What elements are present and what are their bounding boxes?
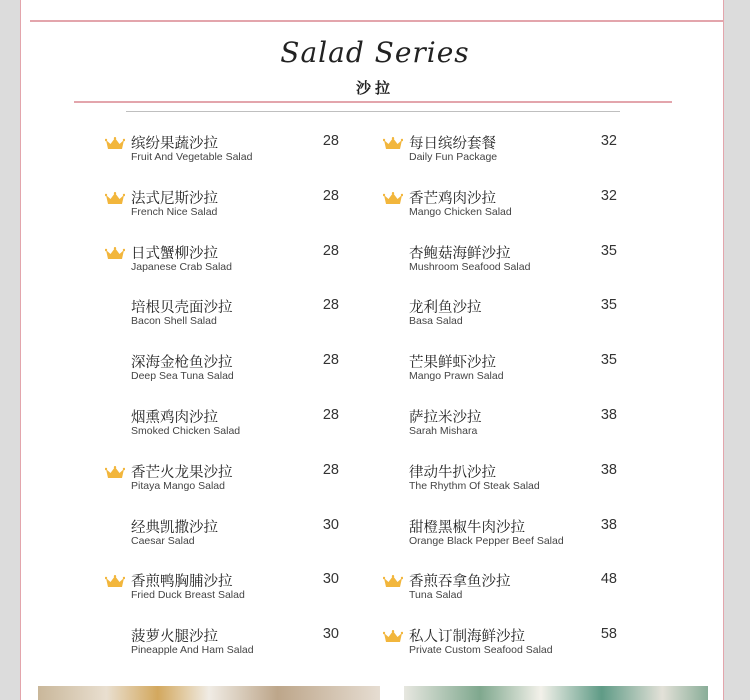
dish-name-english: Fried Duck Breast Salad xyxy=(131,589,245,602)
salad-photo-left xyxy=(38,686,380,700)
dish-name-chinese: 香煎鸭胸脯沙拉 xyxy=(131,574,233,591)
salad-photo-right xyxy=(404,686,708,700)
dish-name-english: Mango Prawn Salad xyxy=(409,370,504,383)
dish-price: 38 xyxy=(600,516,617,533)
menu-item xyxy=(409,296,649,336)
dish-name-chinese: 香煎吞拿鱼沙拉 xyxy=(409,574,511,591)
dish-price: 30 xyxy=(322,626,339,643)
dish-name-chinese: 香芒鸡肉沙拉 xyxy=(409,190,496,207)
dish-name-english: Deep Sea Tuna Salad xyxy=(131,370,234,383)
crown-icon xyxy=(105,245,125,258)
crown-icon xyxy=(105,464,125,477)
dish-name-chinese: 烟熏鸡肉沙拉 xyxy=(131,410,218,426)
menu-item xyxy=(131,406,371,446)
dish-name-english: Private Custom Seafood Salad xyxy=(409,644,553,657)
dish-name-english: Pineapple And Ham Salad xyxy=(131,644,254,657)
dish-name-chinese: 律动牛扒沙拉 xyxy=(409,464,496,481)
dish-name-english: Mango Chicken Salad xyxy=(409,205,512,218)
dish-name-chinese: 缤纷果蔬沙拉 xyxy=(131,136,218,152)
dish-name-chinese: 甜橙黑椒牛肉沙拉 xyxy=(409,519,525,536)
dish-price: 58 xyxy=(600,626,617,643)
crown-icon xyxy=(105,573,125,586)
dish-price: 28 xyxy=(322,407,339,423)
dish-name-english: Orange Black Pepper Beef Salad xyxy=(409,534,564,547)
dish-name-chinese: 萨拉米沙拉 xyxy=(409,410,482,426)
dish-name-english: Bacon Shell Salad xyxy=(131,315,217,328)
menu-item xyxy=(131,570,371,610)
menu-item xyxy=(131,132,371,172)
dish-name-english: Japanese Crab Salad xyxy=(131,260,232,273)
dish-price: 48 xyxy=(600,571,617,588)
dish-name-chinese: 香芒火龙果沙拉 xyxy=(131,464,233,481)
dish-price: 28 xyxy=(322,242,339,259)
menu-item xyxy=(131,296,371,336)
dish-name-english: Sarah Mishara xyxy=(409,425,478,437)
dish-name-chinese: 芒果鲜虾沙拉 xyxy=(409,355,496,372)
title-divider-pink xyxy=(74,101,672,103)
menu-item xyxy=(409,625,649,665)
menu-item xyxy=(131,516,371,556)
dish-name-english: Caesar Salad xyxy=(131,534,195,547)
dish-name-chinese: 杏鲍菇海鲜沙拉 xyxy=(409,245,511,262)
menu-item xyxy=(409,351,649,391)
menu-title-script: Salad Series xyxy=(280,36,470,69)
dish-name-chinese: 经典凯撒沙拉 xyxy=(131,519,218,536)
top-border-rule xyxy=(30,20,724,22)
dish-price: 30 xyxy=(322,571,339,588)
dish-price: 32 xyxy=(600,133,617,149)
menu-item xyxy=(131,461,371,501)
menu-item xyxy=(409,516,649,556)
crown-icon xyxy=(383,135,403,148)
dish-name-chinese: 法式尼斯沙拉 xyxy=(131,190,218,207)
menu-item xyxy=(409,132,649,172)
dish-price: 30 xyxy=(322,516,339,533)
dish-name-english: Smoked Chicken Salad xyxy=(131,425,241,437)
dish-name-english: The Rhythm Of Steak Salad xyxy=(409,479,540,492)
dish-name-chinese: 每日缤纷套餐 xyxy=(409,136,496,152)
dish-price: 35 xyxy=(600,352,617,369)
crown-icon xyxy=(383,573,403,586)
dish-price: 28 xyxy=(322,297,339,314)
dish-name-chinese: 深海金枪鱼沙拉 xyxy=(131,355,233,372)
dish-name-english: Mushroom Seafood Salad xyxy=(409,260,531,273)
dish-name-chinese: 龙利鱼沙拉 xyxy=(409,300,482,317)
dish-price: 35 xyxy=(600,297,617,314)
dish-name-english: Basa Salad xyxy=(409,315,463,328)
dish-name-chinese: 日式蟹柳沙拉 xyxy=(131,245,218,262)
crown-icon xyxy=(383,190,403,203)
dish-name-english: Tuna Salad xyxy=(409,589,463,602)
dish-name-english: French Nice Salad xyxy=(131,205,218,218)
dish-price: 28 xyxy=(322,352,339,369)
dish-name-english: Fruit And Vegetable Salad xyxy=(131,151,253,163)
dish-price: 28 xyxy=(322,133,339,149)
menu-item xyxy=(409,406,649,446)
dish-price: 28 xyxy=(322,187,339,204)
menu-item xyxy=(131,187,371,227)
title-divider-grey xyxy=(126,111,620,112)
crown-icon xyxy=(105,135,125,148)
dish-name-chinese: 菠萝火腿沙拉 xyxy=(131,629,218,646)
dish-price: 38 xyxy=(600,461,617,478)
dish-name-chinese: 培根贝壳面沙拉 xyxy=(131,300,233,317)
crown-icon xyxy=(105,190,125,203)
menu-item xyxy=(131,351,371,391)
menu-item xyxy=(409,570,649,610)
menu-item xyxy=(409,461,649,501)
dish-name-english: Pitaya Mango Salad xyxy=(131,479,225,492)
menu-item xyxy=(409,242,649,282)
menu-item xyxy=(409,187,649,227)
dish-price: 28 xyxy=(322,461,339,478)
crown-icon xyxy=(383,628,403,641)
menu-title-chinese: 沙拉 xyxy=(355,79,394,97)
dish-price: 38 xyxy=(600,407,617,423)
dish-price: 35 xyxy=(600,242,617,259)
menu-item xyxy=(131,625,371,665)
dish-price: 32 xyxy=(600,187,617,204)
dish-name-english: Daily Fun Package xyxy=(409,151,498,163)
menu-item xyxy=(131,242,371,282)
dish-name-chinese: 私人订制海鲜沙拉 xyxy=(409,629,525,646)
